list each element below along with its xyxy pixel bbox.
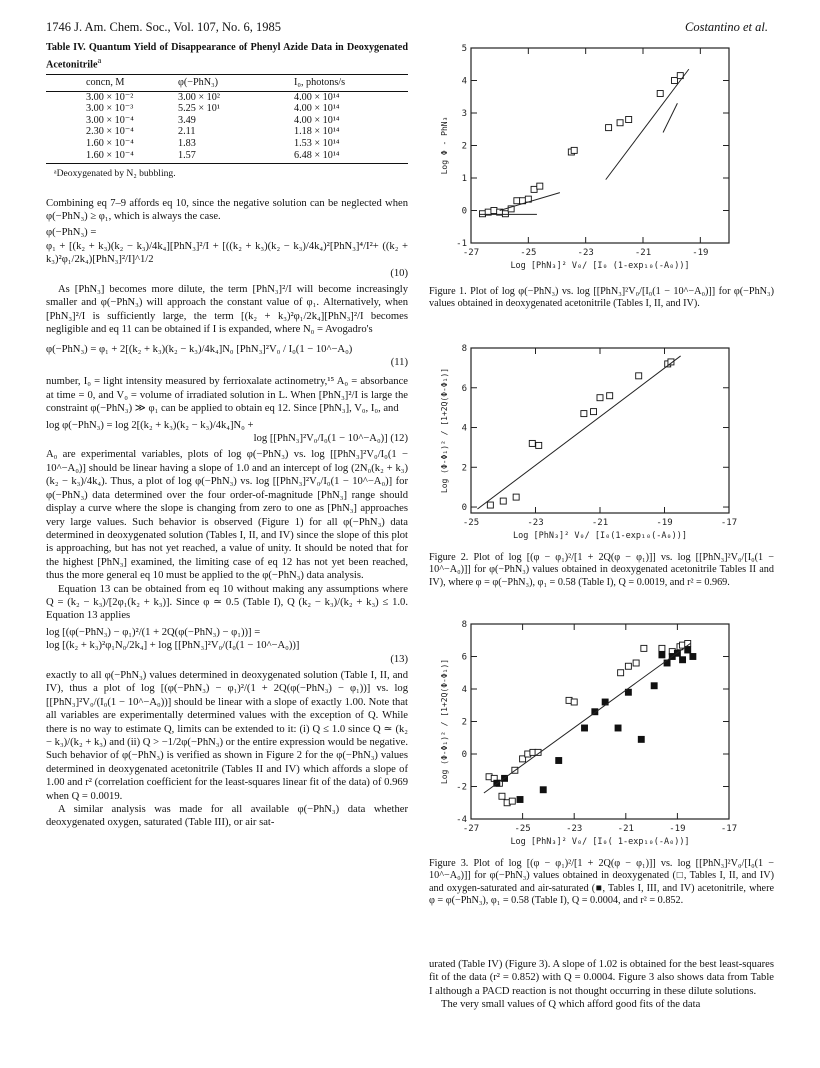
y-tick-label: 3 xyxy=(461,109,467,119)
paragraph: urated (Table IV) (Figure 3). A slope of 1.02 is obtained for the best least-squares fit of the data (r² = 0.852) with Q = 0.0004. Figure 3 also shows data from Table I although a PACD reaction is not thought occurring in these dilute solutions. xyxy=(429,959,774,997)
table-row xyxy=(46,126,408,138)
data-point-open xyxy=(499,793,505,799)
data-point-open xyxy=(502,211,508,217)
figure-3-caption: Figure 3. Plot of log [(φ − φ₁)²/[1 + 2Q(φ − φ₁)]] vs. log [[PhN₃]²V₀/[I₀(1 − 10^−A₀)]] for φ(−PhN₃) values obtained in deoxygenated (□, Tables I, II, and IV) and oxygen-saturated and air-saturated (■, Tables I, III, and IV) acetonitrile, where φ = φ(−PhN₃), φ₁ = 0.58 (Table I), Q = 0.0004, and r² = 0.852. xyxy=(429,858,774,907)
table-cell: 1.60 × 10⁻⁴ xyxy=(46,150,178,164)
data-point-open xyxy=(571,699,577,705)
data-point-filled xyxy=(685,647,691,653)
table-cell: 4.00 × 10¹⁴ xyxy=(294,103,340,115)
table-cell: 2.30 × 10⁻⁴ xyxy=(86,126,134,138)
data-point-filled xyxy=(540,787,546,793)
data-point-open xyxy=(641,645,647,651)
equation-line: φ₁ + [(k₂ + k₃)(k₂ − k₃)/4k₄][PhN₃]²/I + [((k₂ + k₃)(k₂ − k₃)/4k₄)²[PhN₃]⁴/I²+ ((k₂ + k₃)²φ₁/2k₄)[PhN₃]²/I]^1/2 xyxy=(46,240,408,266)
y-tick-label: 2 xyxy=(461,141,467,152)
table-row xyxy=(46,138,408,150)
x-axis-label: Log [PhN₃]² V₀/ [I₀( 1-exp₁₀(-A₀))] xyxy=(510,837,690,847)
data-point-filled xyxy=(690,654,696,660)
table-footnote: ᵃDeoxygenated by N₂ bubbling. xyxy=(54,168,176,180)
paragraph: The very small values of Q which afford good fits of the data xyxy=(441,999,701,1011)
table-cell: 3.00 × 10² xyxy=(178,91,220,103)
figure-2-caption: Figure 2. Plot of log [(φ − φ₁)²/[1 + 2Q(φ − φ₁)]] vs. log [[PhN₃]²V₀/[I₀(1 − 10^−A₀)]] for φ(−PhN₃) values obtained in deoxygenated acetonitrile Tables II and IV), where φ = φ(−PhN₃), φ₁ = 0.58 (Table I), Q = 0.0019, and r² = 0.969. xyxy=(429,552,774,588)
equation-line: log [(k₂ + k₃)²φ₁N₀/2k₄] + log [[PhN₃]²V₀/(I₀(1 − 10^−A₀))] xyxy=(46,640,300,652)
plot-frame xyxy=(471,48,729,243)
data-point-open xyxy=(657,91,663,97)
paragraph: As [PhN₃] becomes more dilute, the term [PhN₃]²/I will become increasingly smaller and φ(−PhN₃) will approach the constant value of φ₁. Alternatively, when [PhN₃]²/I is sufficiently large, the term [(k₂ + k₃)²φ₁/2k₄][PhN₃]²/I becomes negligible and eq 11 can be obtained if I is expanded, where N₀ = Avogadro's xyxy=(46,284,408,336)
paragraph: exactly to all φ(−PhN₃) values determined in deoxygenated solution (Table I, II, and IV), thus a plot of log [(φ(−PhN₃) − φ₁)²/(1 + 2Q(φ(−PhN₃) − φ₁))] vs. log [[PhN₃]²V₀/(I₀(1 − 10^−A₀))] should be linear with a slope of exactly 1.00. Note that all variables are experimentally determined values with the exception of Q. While there is no way to estimate Q, limits can be extended to it: (i) Q ≤ 1.0 since Q ≃ (k₂ − k₃)/(k₂ + k₃) and (ii) Q > −1/2φ(−PhN₃) or the entire expression would be negative. Such behavior of φ(−PhN₃) is verified as shown in Figure 2 for the φ(−PhN₃) values determined in deoxygenated acetonitrile (Tables II and IV) which affords a slope of 1.00 and r² (correlation coefficient for the least-squares linear fit of the data) of 0.969 when Q = 0.0019. xyxy=(46,669,408,802)
y-tick-label: 0 xyxy=(461,206,467,217)
y-tick-label: 0 xyxy=(461,750,467,760)
data-point-open xyxy=(537,183,543,189)
equation-number: (11) xyxy=(390,357,408,369)
equation-number: (10) xyxy=(390,267,408,279)
table-row xyxy=(46,150,408,164)
data-point-open xyxy=(571,147,577,153)
table-iv xyxy=(46,74,408,164)
figure-1-chart xyxy=(429,38,774,283)
paragraph: Combining eq 7–9 affords eq 10, since the negative solution can be neglected when φ(−PhN₃) ≥ φ₁, which is always the case. xyxy=(46,197,408,222)
table-row xyxy=(46,115,408,127)
data-point-open xyxy=(659,645,665,651)
data-point-filled xyxy=(651,683,657,689)
figure-3-chart xyxy=(429,614,774,854)
x-axis-label: Log [PhN₃]² V₀/ [I₀(1-exp₁₀(-A₀))] xyxy=(513,531,687,541)
data-point-open xyxy=(625,663,631,669)
data-point-filled xyxy=(517,797,523,803)
equation-line: log [[PhN₃]²V₀/I₀(1 − 10^−A₀)] (12) xyxy=(253,433,408,445)
data-point-open xyxy=(626,117,632,123)
x-tick-label: -17 xyxy=(720,518,738,528)
data-point-open xyxy=(633,660,639,666)
equation-number: (13) xyxy=(390,653,408,665)
x-tick-label: -21 xyxy=(591,518,609,528)
data-point-filled xyxy=(556,758,562,764)
data-point-open xyxy=(500,498,506,504)
x-tick-label: -23 xyxy=(566,824,583,834)
paragraph: Equation 13 can be obtained from eq 10 without making any assumptions where Q = (k₂ − k₃)/[2φ₁(k₂ + k₃)]. Since φ ≃ 0.5 (Table I), Q (k₂ − k₃)/(k₂ + k₃) ≤ 1.0. Equation 13 applies xyxy=(46,583,408,622)
data-point-open xyxy=(597,395,603,401)
fit-line xyxy=(484,644,690,794)
running-header-right: Costantino et al. xyxy=(685,20,768,34)
data-point-open xyxy=(509,798,515,804)
y-tick-label: -4 xyxy=(456,815,467,825)
equation-line: log [(φ(−PhN₃) − φ₁)²/(1 + 2Q(φ(−PhN₃) − φ₁))] = xyxy=(46,626,261,638)
data-point-open xyxy=(479,211,485,217)
y-tick-label: 6 xyxy=(461,652,467,663)
table-cell: 2.11 xyxy=(178,126,196,138)
data-point-filled xyxy=(659,652,665,658)
table-cell: 1.18 × 10¹⁴ xyxy=(294,126,340,138)
equation-line: log φ(−PhN₃) = log 2[(k₂ + k₃)(k₂ − k₃)/4k₄]N₀ + xyxy=(46,419,254,431)
table-cell: 3.49 xyxy=(178,114,196,126)
y-tick-label: -1 xyxy=(456,239,467,249)
equation-10 xyxy=(46,226,408,280)
table-caption: Table IV. Quantum Yield of Disappearance of Phenyl Azide Data in Deoxygenated Acetonitrile$^a$ xyxy=(46,42,408,71)
data-point-filled xyxy=(680,657,686,663)
plot-frame xyxy=(471,348,729,513)
table-cell: 1.60 × 10⁻⁴ xyxy=(86,137,134,149)
y-tick-label: 5 xyxy=(461,44,467,54)
equation-line: φ(−PhN₃) = xyxy=(46,227,97,239)
x-tick-label: -17 xyxy=(720,824,738,834)
y-tick-label: 2 xyxy=(461,463,467,474)
data-point-open xyxy=(487,502,493,508)
data-point-open xyxy=(606,125,612,131)
y-tick-label: 4 xyxy=(461,685,467,695)
data-point-open xyxy=(591,409,597,415)
y-tick-label: 4 xyxy=(461,76,467,87)
table-header-row xyxy=(46,75,408,91)
fit-line xyxy=(500,193,560,211)
y-tick-label: -2 xyxy=(456,782,467,793)
table-header-concn: concn, M xyxy=(46,75,178,91)
y-axis-label: Log Φ - PhN₃ xyxy=(440,116,449,175)
data-point-open xyxy=(531,186,537,192)
right-column-text xyxy=(429,958,774,1012)
x-tick-label: -19 xyxy=(656,518,673,528)
data-point-open xyxy=(581,411,587,417)
data-point-open xyxy=(607,393,613,399)
x-tick-label: -21 xyxy=(617,824,634,834)
figure-1-caption: Figure 1. Plot of log φ(−PhN₃) vs. log [[PhN₃]²V₀/[I₀(1 − 10^−A₀)]] for φ(−PhN₃) values obtained in deoxygenated acetonitrile (Tables I, II, and IV). xyxy=(429,286,774,310)
x-tick-label: -25 xyxy=(462,518,480,528)
table-row xyxy=(46,103,408,115)
data-point-open xyxy=(514,198,520,204)
table-cell: 5.25 × 10¹ xyxy=(178,103,220,115)
data-point-open xyxy=(536,442,542,448)
y-tick-label: 1 xyxy=(461,174,467,184)
x-tick-label: -19 xyxy=(669,824,686,834)
paragraph: number, I₀ = light intensity measured by ferrioxalate actinometry,¹⁵ A₀ = absorbance at time = 0, and V₀ = volume of irradiated solution in L. When [PhN₃]²/I is large the constraint φ(−PhN₃) ≫ φ₁ can be applied to obtain eq 12. Since [PhN₃], V₀, I₀, and xyxy=(46,376,408,415)
y-axis-label: Log (Φ-Φ₁)² / [1+2Q(Φ-Φ₁)] xyxy=(440,658,449,785)
equation-13 xyxy=(46,626,408,666)
table-header-phi: φ(−PhN₃) xyxy=(178,75,294,91)
data-point-open xyxy=(672,78,678,84)
data-point-filled xyxy=(615,725,621,731)
data-point-open xyxy=(618,670,624,676)
data-point-open xyxy=(529,440,535,446)
table-cell: 4.00 × 10¹⁴ xyxy=(294,114,340,126)
fit-line xyxy=(663,103,677,132)
x-tick-label: -19 xyxy=(692,248,709,258)
table-cell: 4.00 × 10¹⁴ xyxy=(294,91,340,103)
data-point-open xyxy=(513,494,519,500)
y-tick-label: 6 xyxy=(461,383,467,394)
x-tick-label: -27 xyxy=(462,824,480,834)
data-point-open xyxy=(617,120,623,126)
x-tick-label: -25 xyxy=(520,248,537,258)
x-tick-label: -23 xyxy=(527,518,544,528)
x-axis-label: Log [PhN₃]² V₀/ [I₀ (1-exp₁₀(-A₀))] xyxy=(510,261,690,271)
table-row xyxy=(46,91,408,103)
equation-line: φ(−PhN₃) = φ₁ + 2[(k₂ + k₃)(k₂ − k₃)/4k₄]N₀ [PhN₃]²V₀ / I₀(1 − 10^−A₀) xyxy=(46,343,353,355)
data-point-open xyxy=(491,208,497,214)
table-cell: 1.83 xyxy=(178,137,196,149)
equation-11 xyxy=(46,343,408,370)
x-tick-label: -21 xyxy=(634,248,652,258)
data-point-filled xyxy=(582,725,588,731)
x-tick-label: -25 xyxy=(514,824,531,834)
y-tick-label: 4 xyxy=(461,423,467,434)
x-tick-label: -27 xyxy=(462,248,480,258)
table-cell: 3.00 × 10⁻³ xyxy=(86,103,134,115)
y-tick-label: 2 xyxy=(461,717,467,728)
fit-line xyxy=(477,356,680,509)
left-column xyxy=(46,42,408,830)
table-header-intensity: I₀, photons/s xyxy=(294,75,408,91)
figure-2-chart xyxy=(429,338,774,548)
table-cell: 1.53 × 10¹⁴ xyxy=(294,137,340,149)
equation-12 xyxy=(46,419,408,446)
data-point-filled xyxy=(638,736,644,742)
y-tick-label: 8 xyxy=(461,344,467,354)
table-cell: 6.48 × 10¹⁴ xyxy=(294,150,408,164)
paragraph: A similar analysis was made for all available φ(−PhN₃) data whether deoxygenated oxygen, saturated (Table III), or air sat- xyxy=(46,804,408,829)
y-tick-label: 8 xyxy=(461,620,467,630)
y-axis-label: Log (Φ-Φ₁)² / [1+2Q(Φ-Φ₁)] xyxy=(440,367,449,494)
running-header-left: 1746 J. Am. Chem. Soc., Vol. 107, No. 6, 1985 xyxy=(46,20,281,34)
table-cell: 3.00 × 10⁻⁴ xyxy=(86,114,134,126)
paragraph: A₀ are experimental variables, plots of log φ(−PhN₃) vs. log [[PhN₃]²V₀/I₀(1 − 10^−A₀)] should be linear having a slope of 1.0 and an intercept of log (2N₀(k₂ + k₃)(k₂ − k₃)/4k₄). Thus, a plot of log φ(−PhN₃) vs. log [[PhN₃]²V₀/I₀(1 − 10^−A₀)] for φ(−PhN₃) data determined over the four order-of-magnitude [PhN₃] range should display a curve where the slope is changing from zero to one as [PhN₃] approaches very large values. Such behavior is observed (Figure 1) for all φ(−PhN₃) data determined in deoxygenated solution (Tables I, II, and IV) since the slope of this plot is approaching, but has not yet reached, a value of unity. It should be noted that for the highest [PhN₃] examined, the limiting case of eq 12 has not yet been reached, thus the more general eq 10 must be applied to the φ(−PhN₃) data analysis. xyxy=(46,449,408,582)
data-point-open xyxy=(636,373,642,379)
table-cell: 3.00 × 10⁻² xyxy=(86,91,134,103)
table-cell: 1.57 xyxy=(178,150,294,164)
y-tick-label: 0 xyxy=(461,503,467,514)
x-tick-label: -23 xyxy=(577,248,594,258)
